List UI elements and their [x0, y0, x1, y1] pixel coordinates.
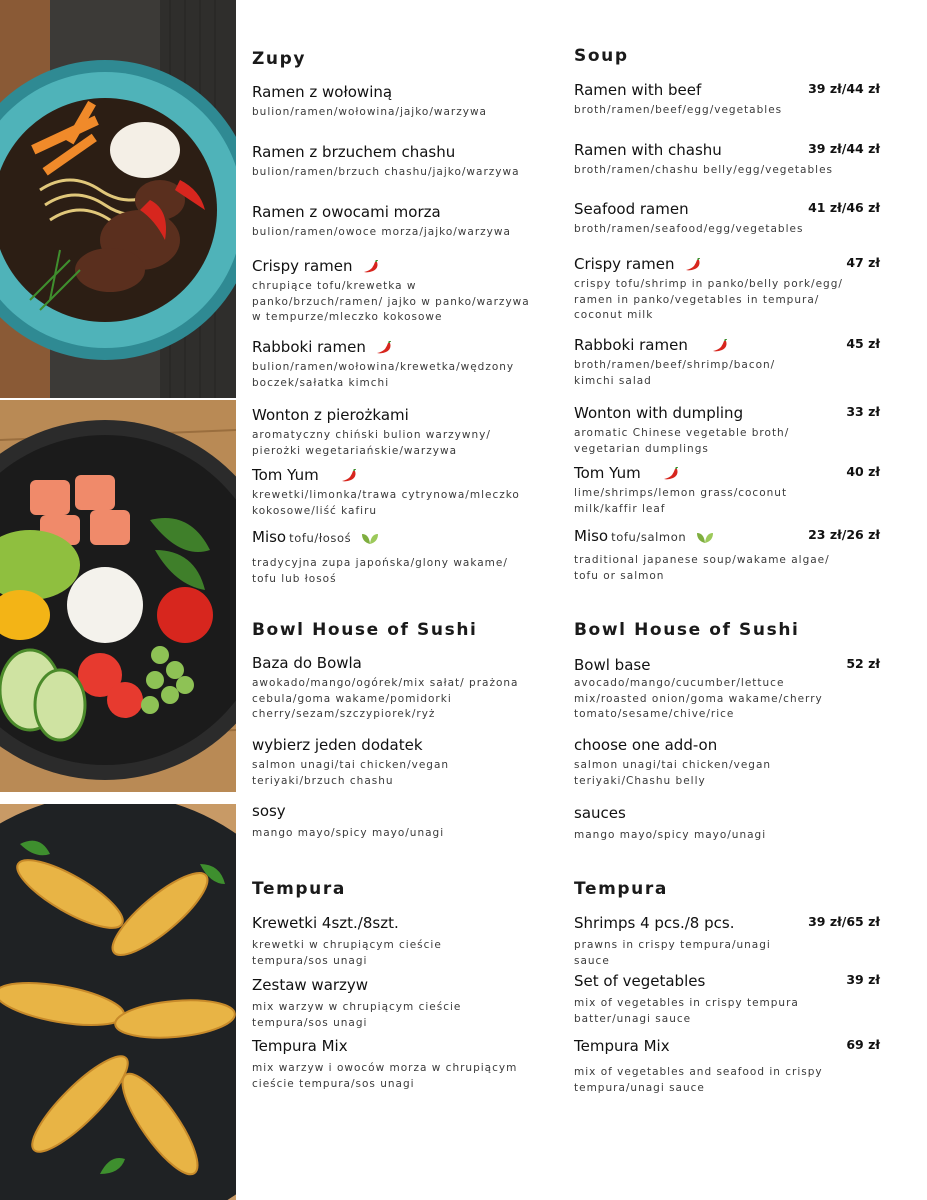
item-desc: broth/ramen/chashu belly/egg/vegetables [574, 164, 833, 176]
menu-item [252, 406, 532, 459]
item-name: Set of vegetables [574, 972, 706, 990]
item-price: 23 zł/26 zł [808, 527, 880, 542]
item-name: Seafood ramen [574, 200, 689, 218]
section-title-bowl: Bowl House of Sushi [252, 620, 478, 640]
item-desc: salmon unagi/tai chicken/vegan teriyaki/Chashu belly [574, 759, 772, 787]
item-name: Ramen z owocami morza [252, 203, 441, 221]
menu-item [574, 804, 766, 844]
poke-bowl-photo [0, 400, 236, 792]
item-desc: mix of vegetables in crispy tempura batter/unagi sauce [574, 997, 799, 1025]
item-name: Krewetki 4szt./8szt. [252, 914, 399, 932]
item-desc: mango mayo/spicy mayo/unagi [574, 829, 767, 841]
chili-pepper-icon [663, 467, 679, 481]
leaf-icon [361, 531, 379, 545]
menu-item [252, 203, 511, 241]
menu-item [574, 464, 904, 517]
menu-item [252, 143, 520, 181]
leaf-icon [696, 530, 714, 544]
ramen-bowl-photo [0, 0, 236, 398]
menu-item [252, 528, 532, 587]
item-desc: avocado/mango/cucumber/lettuce mix/roasted onion/goma wakame/cherry tomato/sesame/chive/rice [574, 677, 823, 720]
item-name: sauces [574, 804, 626, 822]
chili-pepper-icon [685, 258, 701, 272]
menu-item [574, 914, 904, 969]
item-name: Wonton with dumpling [574, 404, 744, 422]
item-name: Crispy ramen [252, 257, 353, 275]
menu-item [574, 141, 904, 179]
item-name: Tempura Mix [252, 1037, 348, 1055]
photo-strip [0, 0, 236, 1200]
chili-pepper-icon [363, 260, 379, 274]
item-name: Miso tofu/łosoś [252, 528, 352, 546]
item-desc: bulion/ramen/owoce morza/jajko/warzywa [252, 226, 511, 238]
item-price: 52 zł [846, 656, 880, 671]
menu-item [252, 736, 502, 789]
item-name: Ramen with chashu [574, 141, 722, 159]
menu-item [574, 336, 904, 389]
menu-item [252, 654, 542, 723]
item-name: Ramen z wołowiną [252, 83, 393, 101]
item-desc: traditional japanese soup/wakame algae/ tofu or salmon [574, 554, 830, 582]
item-price: 41 zł/46 zł [808, 200, 880, 215]
section-title-bowl: Bowl House of Sushi [574, 620, 800, 640]
chili-pepper-icon [376, 341, 392, 355]
item-price: 40 zł [846, 464, 880, 479]
item-name: Shrimps 4 pcs./8 pcs. [574, 914, 735, 932]
section-title-tempura: Tempura [574, 879, 668, 899]
item-price: 45 zł [846, 336, 880, 351]
item-desc: krewetki/limonka/trawa cytrynowa/mleczko kokosowe/liść kafiru [252, 489, 520, 517]
menu-item [252, 976, 492, 1031]
item-name: Wonton z pierożkami [252, 406, 409, 424]
item-name: Ramen z brzuchem chashu [252, 143, 456, 161]
item-name: Tempura Mix [574, 1037, 670, 1055]
item-price: 39 zł [846, 972, 880, 987]
menu-item [574, 200, 904, 238]
section-title-soup: Soup [574, 46, 629, 66]
menu-item [252, 802, 444, 842]
menu-item [574, 736, 824, 789]
item-name: wybierz jeden dodatek [252, 736, 423, 754]
item-desc: salmon unagi/tai chicken/vegan teriyaki/brzuch chashu [252, 759, 450, 787]
menu-item [252, 914, 492, 969]
item-name: Zestaw warzyw [252, 976, 369, 994]
item-name: Tom Yum [252, 466, 319, 484]
menu-item [252, 1037, 522, 1092]
item-desc: aromatyczny chiński bulion warzywny/ pierożki wegetariańskie/warzywa [252, 429, 491, 457]
item-desc: tradycyjna zupa japońska/glony wakame/ tofu lub łosoś [252, 557, 508, 585]
item-variant: tofu/salmon [611, 530, 687, 544]
menu-item [574, 81, 904, 119]
item-price: 69 zł [846, 1037, 880, 1052]
item-price: 33 zł [846, 404, 880, 419]
item-desc: aromatic Chinese vegetable broth/ vegetarian dumplings [574, 427, 790, 455]
chili-pepper-icon [712, 339, 728, 353]
item-name: Rabboki ramen [574, 336, 688, 354]
item-name: Rabboki ramen [252, 338, 366, 356]
item-desc: crispy tofu/shrimp in panko/belly pork/egg/ ramen in panko/vegetables in tempura/ coconut milk [574, 278, 843, 321]
item-desc: chrupiące tofu/krewetka w panko/brzuch/ramen/ jajko w panko/warzywa w tempurze/mleczko kokosowe [252, 280, 530, 323]
section-title-tempura: Tempura [252, 879, 346, 899]
item-desc: lime/shrimps/lemon grass/coconut milk/kaffir leaf [574, 487, 788, 515]
menu-item [252, 466, 532, 519]
menu-item [252, 257, 542, 326]
item-desc: awokado/mango/ogórek/mix sałat/ prażona cebula/goma wakame/pomidorki cherry/sezam/szczypiorek/ryż [252, 677, 519, 720]
item-price: 47 zł [846, 255, 880, 270]
menu-item [252, 83, 487, 121]
item-desc: bulion/ramen/wołowina/krewetka/wędzony boczek/sałatka kimchi [252, 361, 515, 389]
item-name: Miso tofu/salmon [574, 527, 687, 545]
item-desc: mango mayo/spicy mayo/unagi [252, 827, 445, 839]
menu-item [574, 404, 904, 457]
item-price: 39 zł/44 zł [808, 141, 880, 156]
item-desc: mix warzyw i owoców morza w chrupiącym cieście tempura/sos unagi [252, 1062, 518, 1090]
section-title-zupy: Zupy [252, 49, 307, 69]
menu-item [574, 656, 904, 723]
item-desc: prawns in crispy tempura/unagi sauce [574, 939, 771, 967]
menu-item [574, 972, 904, 1027]
item-desc: bulion/ramen/wołowina/jajko/warzywa [252, 106, 487, 118]
item-name: Crispy ramen [574, 255, 675, 273]
item-name: Baza do Bowla [252, 654, 362, 672]
item-desc: krewetki w chrupiącym cieście tempura/sos unagi [252, 939, 442, 967]
menu-item [574, 1037, 904, 1096]
item-desc: broth/ramen/beef/egg/vegetables [574, 104, 783, 116]
menu-item [252, 338, 532, 391]
item-desc: broth/ramen/beef/shrimp/bacon/ kimchi salad [574, 359, 776, 387]
menu-item [574, 527, 904, 584]
item-desc: mix of vegetables and seafood in crispy tempura/unagi sauce [574, 1066, 823, 1094]
item-variant: tofu/łosoś [289, 531, 352, 545]
item-desc: mix warzyw w chrupiącym cieście tempura/sos unagi [252, 1001, 462, 1029]
tempura-shrimp-photo [0, 804, 236, 1200]
menu-item [574, 255, 904, 324]
item-price: 39 zł/65 zł [808, 914, 880, 929]
item-name: Tom Yum [574, 464, 641, 482]
item-price: 39 zł/44 zł [808, 81, 880, 96]
item-desc: broth/ramen/seafood/egg/vegetables [574, 223, 804, 235]
photo-divider [0, 792, 236, 804]
item-desc: bulion/ramen/brzuch chashu/jajko/warzywa [252, 166, 520, 178]
item-name: Bowl base [574, 656, 651, 674]
item-name: choose one add-on [574, 736, 718, 754]
chili-pepper-icon [341, 469, 357, 483]
item-name: Ramen with beef [574, 81, 702, 99]
item-name: sosy [252, 802, 286, 820]
